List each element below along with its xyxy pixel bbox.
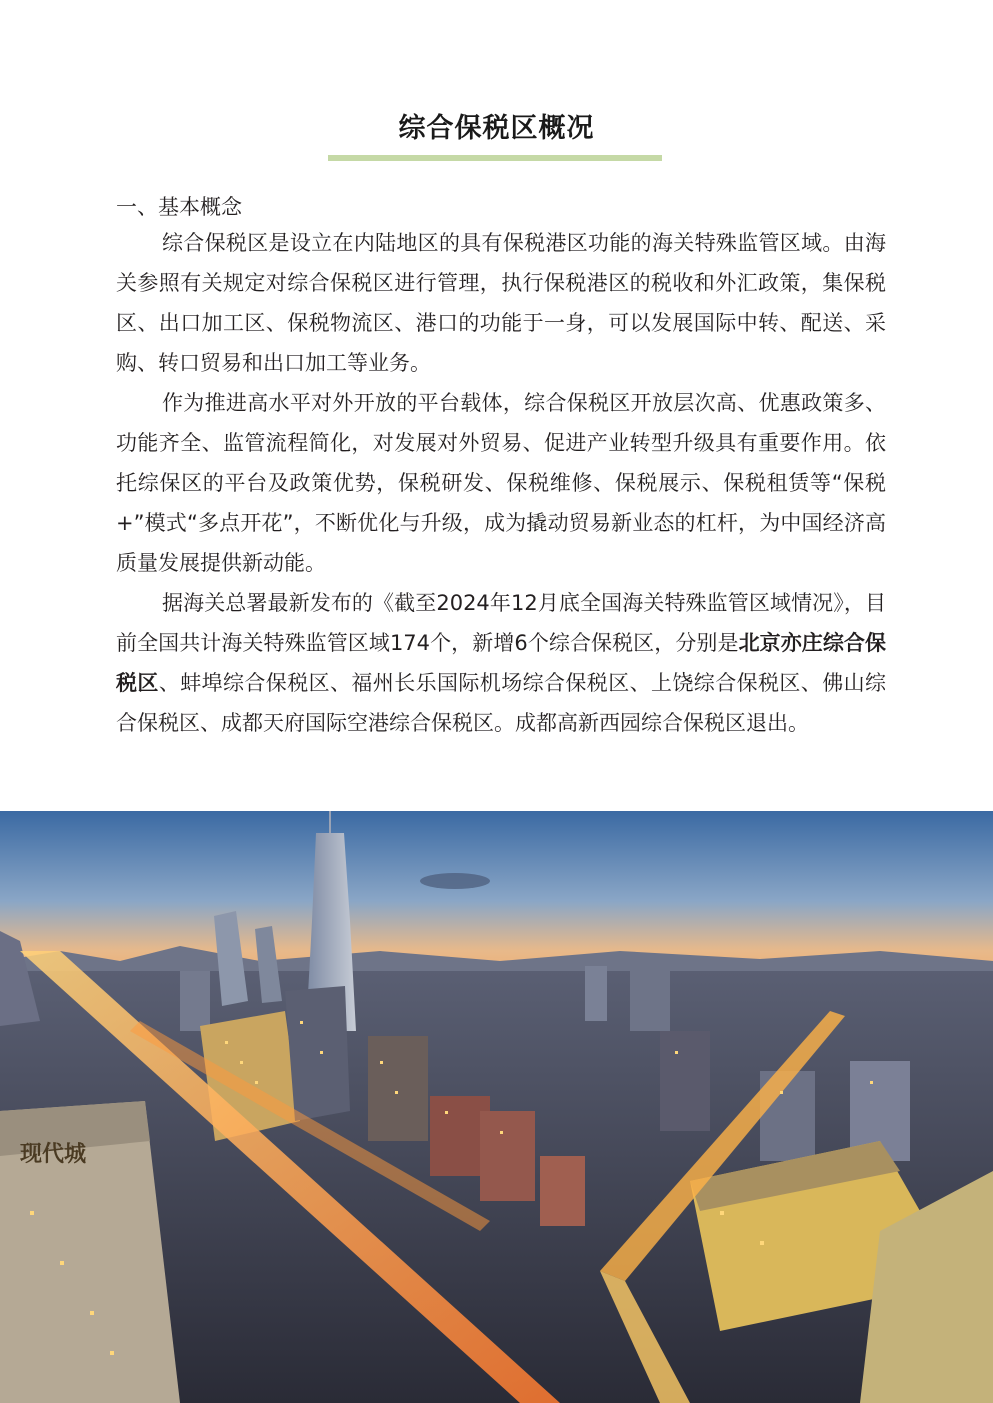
office-building — [285, 986, 350, 1121]
skyscraper — [585, 966, 607, 1021]
skyscraper — [180, 971, 210, 1031]
apartment-building — [480, 1111, 535, 1201]
cloud — [420, 873, 490, 889]
body-text — [116, 191, 886, 743]
apartment-building — [540, 1156, 585, 1226]
paragraph-3 — [116, 583, 886, 743]
city-skyline-photo — [0, 811, 993, 1403]
office-building — [660, 1031, 710, 1131]
paragraph-2: 作为推进高水平对外开放的平台载体，综合保税区开放层次高、优惠政策多、功能齐全、监管流程简化，对发展对外贸易、促进产业转型升级具有重要作用。依托综保区的平台及政策优势，保税研发、保税维修、保税展示、保税租赁等“保税+”模式“多点开花”，不断优化与升级，成为撬动贸易新业态的杠杆，为中国经济高质量发展提供新动能。 — [116, 391, 886, 575]
highlighted-zone-name: 北京亦庄综合保税区 — [116, 631, 886, 695]
page-title: 综合保税区概况 — [398, 113, 595, 144]
building-sign: 现代城 — [20, 1142, 87, 1167]
office-building — [368, 1036, 428, 1141]
paragraph-1: 综合保税区是设立在内陆地区的具有保税港区功能的海关特殊监管区域。由海关参照有关规定对综合保税区进行管理，执行保税港区的税收和外汇政策，集保税区、出口加工区、保税物流区、港口的功能于一身，可以发展国际中转、配送、采购、转口贸易和出口加工等业务。 — [116, 231, 886, 375]
title-underline — [328, 155, 662, 161]
section-heading: 一、基本概念 — [116, 195, 242, 219]
skyscraper — [630, 971, 670, 1031]
paragraph-3-text-after: 、蚌埠综合保税区、福州长乐国际机场综合保税区、上饶综合保税区、佛山综合保税区、成都天府国际空港综合保税区。成都高新西园综合保税区退出。 — [116, 671, 887, 735]
skyline-illustration — [0, 811, 993, 1403]
paragraph-3-text-before: 据海关总署最新发布的《截至2024年12月底全国海关特殊监管区域情况》，目前全国共计海关特殊监管区域174个，新增6个综合保税区，分别是 — [116, 591, 886, 655]
